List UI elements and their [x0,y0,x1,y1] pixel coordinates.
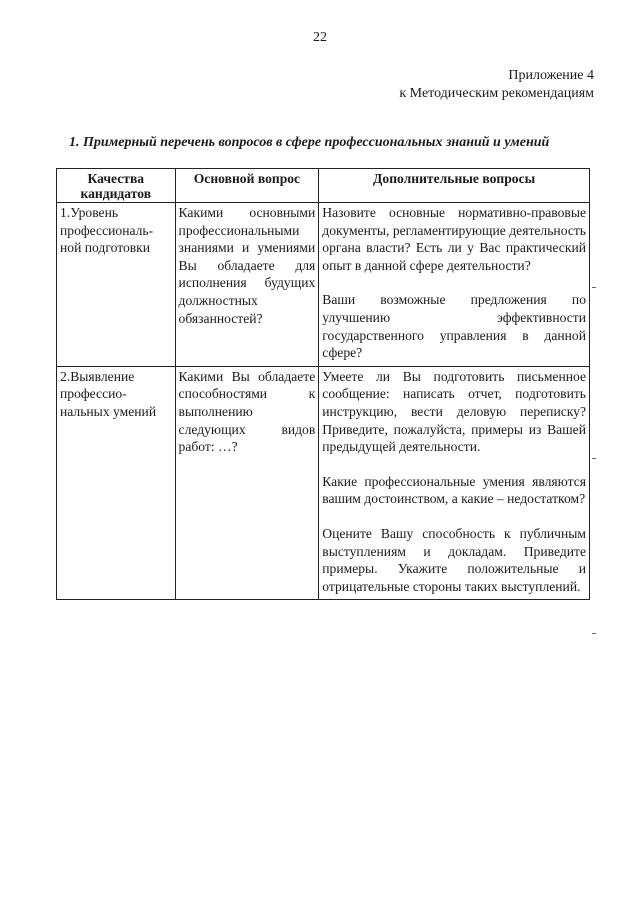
row-1-main-question [175,203,319,367]
header-qualities: Качества кандидатов [57,169,176,203]
table-row [57,366,590,600]
row-1-additional-questions [319,203,590,367]
row-2-quality: 2.Выявление профессио-нальных умений [57,366,176,600]
appendix-heading [399,67,594,103]
appendix-line-1: Приложение 4 [508,68,594,83]
table-header-row [57,169,590,203]
row-1-extra-1: Назовите основные нормативно-правовые документы, регламентирующие деятельность органа власти? Есть ли у Вас практический опыт в данной сфере деятельности? [322,205,586,273]
row-2-main-question [175,366,319,600]
row-1-extra-2: Ваши возможные предложения по улучшению эффективности государственного управления в данной сфере? [322,292,586,361]
row-2-main-text: Какими Вы обладаете способностями к выполнению следующих видов работ: …? [178,368,316,455]
page-number: 22 [313,30,327,45]
section-title: 1. Примерный перечень вопросов в сфере профессиональных знаний и умений [69,135,550,150]
scan-mark [592,633,596,634]
row-2-extra-2: Какие профессиональные умения являются вашим достоинством, а какие – недостатком? [322,473,586,507]
header-main-question: Основной вопрос [175,169,319,203]
scan-mark [592,458,596,459]
row-2-additional-questions [319,366,590,600]
row-2-extra-1: Умеете ли Вы подготовить письменное сообщение: написать отчет, подготовить инструкцию, вести деловую переписку? Приведите, пожалуйста, примеры из Вашей предыдущей деятельности. [322,368,586,455]
questions-table [56,168,590,600]
appendix-line-2: к Методическим рекомендациям [399,86,594,101]
scan-mark [592,287,596,288]
table-row [57,203,590,367]
row-1-main-text: Какими основными профессиональными знаниями и умениями Вы обладаете для исполнения будущих должностных обязанностей? [178,205,316,326]
row-1-quality: 1.Уровень профессиональ-ной подготовки [57,203,176,367]
row-2-extra-3: Оцените Вашу способность к публичным выступлениям и докладам. Приведите примеры. Укажите положительные и отрицательные стороны таких выступлений. [322,525,586,594]
header-additional-questions: Дополнительные вопросы [319,169,590,203]
